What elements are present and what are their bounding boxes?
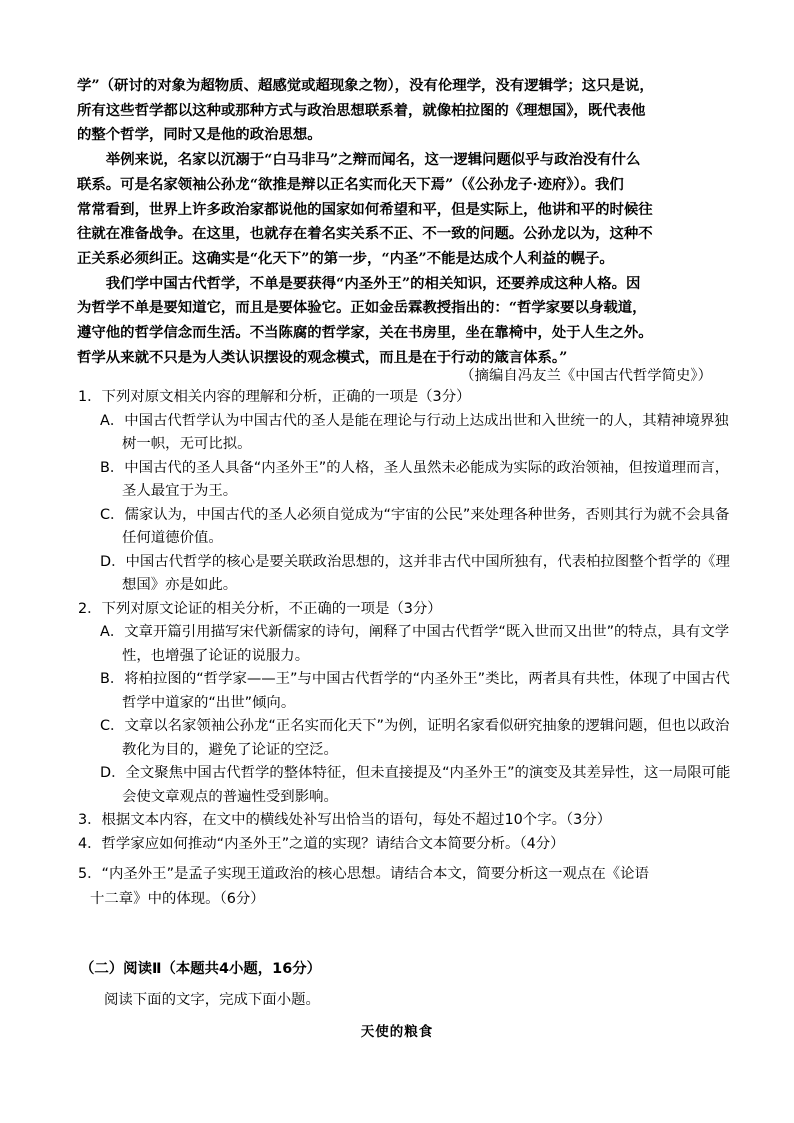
question-2: [78, 598, 734, 810]
passage-source: （摘编自冯友兰《中国古代哲学简史》）: [460, 368, 712, 384]
section-heading: （二）阅读Ⅱ（本题共4小题，16分）: [80, 961, 321, 977]
question-4: 4．哲学家应如何推动“内圣外王”之道的实现？请结合文本简要分析。（4分）: [78, 835, 565, 852]
story-title: 天使的粮食: [360, 1024, 434, 1040]
question-3: 3．根据文本内容，在文中的横线处补写出恰当的语句，每处不超过10个字。（3分）: [78, 812, 612, 828]
question-1: [78, 386, 734, 598]
section-instruction: 阅读下面的文字，完成下面小题。: [104, 992, 320, 1008]
passage-paragraph-3: 我们学中国古代哲学，不单是要获得“内圣外王”的相关知识，还要养成这种人格。因 为哲学不单是要知道它，而且是要体验它。正如金岳霖教授指出的：“哲学家要以身载道， 遵守他的哲学信念而生活。不当陈腐的哲学家，关在书房里，坐在靠椅中，处于人生之外。 哲学从来就不只是为人类认识摆设的观念模式，而且是在于行动的箴言体系。”: [77, 274, 653, 366]
passage-paragraph-2: 举例来说，名家以沉溺于“白马非马”之辩而闻名，这一逻辑问题似乎与政治没有什么 联系。可是名家领袖公孙龙“欲推是辩以正名实而化天下焉”（《公孙龙子·迹府》）。我们 常常看到，世界上许多政治家都说他的国家如何希望和平，但是实际上，他讲和平的时候往 往就在准备战争。在这里，也就存在着名实关系不正、不一致的问题。公孙龙以为，这种不 正关系必须纠正。这确实是“化天下”的第一步，“内圣”不能是达成个人利益的幌子。: [77, 151, 653, 267]
option-b: B．将柏拉图的“哲学家——王”与中国古代哲学的“内圣外王”类比，两者具有共性，体现了中国古代哲学中道家的“出世”倾向。: [100, 671, 730, 711]
option-b: B．中国古代的圣人具备“内圣外王”的人格，圣人虽然未必能成为实际的政治领袖，但按道理而言，圣人最宜于为王。: [100, 459, 730, 499]
question-stem: 1．下列对原文相关内容的理解和分析，正确的一项是（3分）: [78, 389, 471, 405]
option-a: A．文章开篇引用描写宋代新儒家的诗句，阐释了中国古代哲学“既入世而又出世”的特点，具有文学性，也增强了论证的说服力。: [100, 624, 730, 664]
option-d: D．中国古代哲学的核心是要关联政治思想的，这并非古代中国所独有，代表柏拉图整个哲学的《理想国》亦是如此。: [100, 553, 730, 593]
question-5: [78, 862, 734, 912]
question-stem: 2．下列对原文论证的相关分析，不正确的一项是（3分）: [78, 600, 442, 617]
option-c: C．儒家认为，中国古代的圣人必须自觉成为“宇宙的公民”来处理各种世务，否则其行为就不会具备任何道德价值。: [100, 506, 730, 546]
question-list: [78, 386, 734, 912]
question-5-line-2: 十二章》中的体现。（6分）: [90, 891, 265, 907]
question-5-line-1: 5．“内圣外王”是孟子实现王道政治的核心思想。请结合本文，简要分析这一观点在《论语: [78, 866, 649, 882]
passage-paragraph-1: 学”（研讨的对象为超物质、超感觉或超现象之物），没有伦理学，没有逻辑学；这只是说， 所有这些哲学都以这种或那种方式与政治思想联系着，就像柏拉图的《理想国》，既代表他 的整个哲学，同时又是他的政治思想。: [77, 77, 654, 144]
option-c: C．文章以名家领袖公孙龙“正名实而化天下”为例，证明名家看似研究抽象的逻辑问题，但也以政治教化为目的，避免了论证的空泛。: [100, 718, 730, 758]
option-d: D．全文聚焦中国古代哲学的整体特征，但未直接提及“内圣外王”的演变及其差异性，这一局限可能会使文章观点的普遍性受到影响。: [100, 765, 731, 805]
option-a: A．中国古代哲学认为中国古代的圣人是能在理论与行动上达成出世和入世统一的人，其精神境界独树一帜，无可比拟。: [100, 412, 729, 452]
passage-continued: [77, 74, 727, 370]
